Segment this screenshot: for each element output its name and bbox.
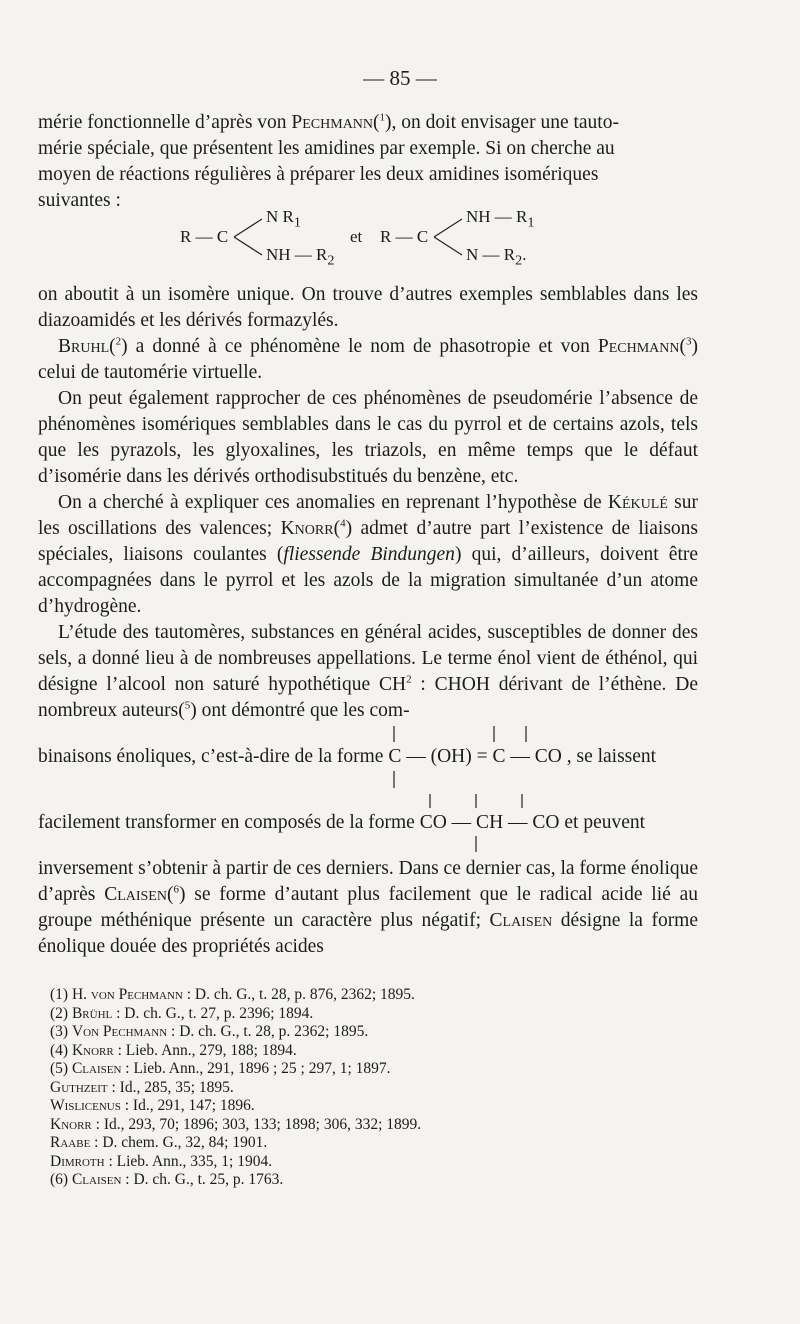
body-text bbox=[38, 282, 698, 724]
text-span: binaisons énoliques, c’est-à-dire de la forme bbox=[38, 746, 389, 767]
subscript: 1 bbox=[527, 214, 535, 231]
footnote-citation: : D. ch. G., t. 27, p. 2396; 1894. bbox=[112, 1004, 314, 1022]
text-span: se forme d’autant plus facilement que le radical acide lié au groupe méthénique présente un caractère plus négatif; bbox=[38, 884, 698, 931]
footnote-ref: 3 bbox=[686, 335, 692, 348]
footnote bbox=[50, 1060, 710, 1079]
text-span: et peuvent bbox=[564, 812, 646, 833]
text-span: . bbox=[522, 245, 527, 264]
paragraph-6: L’étude des tautomères, substances en général acides, susceptibles de donner des sels, a donné lieu à de nombreuses appellations. Le terme énol vient de éthénol, qui désigne l’alcool non saturé hypothétique $CH^2$ : CHOH dérivant de l’éthène. De nombreux auteurs($^5$) ont démontré que les com- bbox=[38, 622, 698, 721]
text-span: désigne la forme énolique douée des propriétés acides bbox=[38, 910, 699, 957]
footnote-author: Knorr bbox=[71, 1041, 114, 1059]
text-span: L’étude des tautomères, substances en général acides, susceptibles de donner des sels, a donné lieu à de nombreuses appellations. Le terme énol vient de éthénol, qui désigne l’alcool non saturé hypothétique CH bbox=[38, 622, 698, 695]
formula-left-bottom bbox=[266, 245, 334, 269]
footnote-ref: 2 bbox=[115, 335, 122, 348]
footnote-author: Von Pechmann bbox=[71, 1023, 168, 1040]
footnote bbox=[50, 986, 710, 1005]
text-span: admet d’autre part l’existence de liaisons spéciales, liaisons coulantes ( bbox=[38, 518, 699, 565]
paragraph-2: on aboutit à un isomère unique. On trouve d’autres exemples semblables dans les diazoamidés et les dérivés formazylés. bbox=[38, 284, 698, 331]
paragraph-7-text: inversement s’obtenir à partir de ces derniers. Dans ce dernier cas, la forme énolique d’après Claisen($^6$) se forme d’autant plus facilement que le radical acide lié au groupe méthénique présente un caractère plus négatif; Claisen désigne la forme énolique douée des propriétés acides bbox=[38, 858, 699, 957]
footnote-number: (3) bbox=[50, 1023, 69, 1040]
formula-right-bottom bbox=[466, 245, 526, 269]
footnote-number: (6) bbox=[50, 1171, 69, 1188]
footnote-citation: : Id., 291, 147; 1896. bbox=[120, 1097, 255, 1114]
text-span: a donné à ce phénomène le nom de phasotropie et von bbox=[127, 336, 598, 357]
footnote bbox=[50, 1116, 710, 1135]
footnote-author: H. von Pechmann bbox=[71, 986, 183, 1003]
footnote-citation: : D. ch. G., t. 25, p. 1763. bbox=[121, 1171, 284, 1188]
footnote-author: Guthzeit bbox=[50, 1078, 108, 1096]
text-span: sur les oscillations des valences; bbox=[38, 492, 698, 539]
formula-left-core: R — C bbox=[180, 227, 229, 246]
footnote bbox=[50, 1023, 710, 1042]
text-span: , se laissent bbox=[566, 746, 657, 767]
valence-bonds bbox=[388, 724, 568, 798]
footnote-author: Dimroth bbox=[50, 1152, 105, 1170]
text-span: On a cherché à expliquer ces anomalies en reprenant l’hypothèse de bbox=[58, 492, 608, 513]
bond-lines-left bbox=[232, 213, 266, 261]
footnote-number: (5) bbox=[50, 1060, 69, 1077]
text-line: suivantes : bbox=[38, 190, 121, 211]
text-span: ont démontré que les com- bbox=[196, 700, 410, 721]
footnote bbox=[50, 1097, 710, 1116]
footnote-citation: : Id., 285, 35; 1895. bbox=[107, 1078, 234, 1096]
footnote bbox=[50, 1042, 710, 1061]
author-name: Knorr bbox=[280, 518, 334, 539]
footnote-ref: 1 bbox=[379, 111, 386, 124]
formula-right-top bbox=[466, 207, 534, 231]
superscript: 2 bbox=[406, 673, 412, 686]
paragraph-3: Bruhl($^2$) a donné à ce phénomène le nom de phasotropie et von Pechmann($^3$) celui de tautomérie virtuelle. bbox=[38, 335, 698, 383]
text-span: facilement transformer en composés de la forme bbox=[38, 812, 420, 833]
footnote-citation: : D. ch. G., t. 28, p. 876, 2362; 1895. bbox=[182, 986, 415, 1003]
text-span: , on doit envisager une tauto- bbox=[391, 112, 619, 133]
footnote-citation: : Lieb. Ann., 291, 1896 ; 25 ; 297, 1; 1897. bbox=[121, 1060, 391, 1077]
footnote-author: Knorr bbox=[50, 1115, 92, 1133]
valence-bonds bbox=[420, 792, 560, 856]
footnote-number: (4) bbox=[50, 1041, 69, 1059]
footnote-author: Raabe bbox=[50, 1134, 91, 1151]
text-span: celui de tautomérie virtuelle. bbox=[38, 362, 263, 383]
footnote-citation: : Id., 293, 70; 1896; 303, 133; 1898; 306, 332; 1899. bbox=[91, 1115, 422, 1133]
italic-term: fliessende Bindungen bbox=[283, 544, 455, 565]
text-span: NH — R bbox=[266, 245, 328, 264]
enol-formula bbox=[388, 746, 566, 767]
footnote-author: Wislicenus bbox=[50, 1097, 121, 1114]
paragraph-4: On peut également rapprocher de ces phénomènes de pseudomérie l’absence de phénomènes isomériques semblables dans le cas du pyrrol et de certains azols, tels que les pyrazols, les glyoxalines, les triazols, en même temps que le défaut d’isomérie dans les dérivés orthodisubstitués du benzène, etc. bbox=[38, 388, 698, 487]
footnote-number: (2) bbox=[50, 1004, 69, 1022]
text-span: inversement s’obtenir à partir de ces derniers. Dans ce dernier cas, la forme énolique d’après bbox=[38, 858, 699, 905]
footnote-ref: 5 bbox=[184, 699, 191, 712]
author-name: Pechmann bbox=[597, 336, 680, 357]
text-span: mérie fonctionnelle d’après von bbox=[38, 112, 292, 133]
footnote bbox=[50, 1171, 710, 1190]
paragraph-7 bbox=[38, 856, 698, 960]
footnote-number: (1) bbox=[50, 986, 69, 1003]
footnote-citation: : Lieb. Ann., 335, 1; 1904. bbox=[104, 1152, 273, 1170]
text-line: mérie spéciale, que présentent les amidines par exemple. Si on cherche au bbox=[38, 138, 615, 159]
footnote-citation: : Lieb. Ann., 279, 188; 1894. bbox=[113, 1041, 297, 1059]
keto-line bbox=[38, 812, 645, 834]
footnote-ref: 4 bbox=[340, 517, 346, 530]
footnote-citation: : D. chem. G., 32, 84; 1901. bbox=[90, 1134, 268, 1151]
footnote-author: Claisen bbox=[71, 1171, 122, 1188]
text-line: mérie fonctionnelle d’après von Pechmann($^1$), on doit envisager une tauto- bbox=[38, 111, 619, 133]
author-name: Bruhl bbox=[58, 336, 110, 357]
bond-lines-right bbox=[432, 213, 466, 261]
text-line: moyen de réactions régulières à préparer les deux amidines isomériques bbox=[38, 164, 599, 185]
footnote-ref: 6 bbox=[173, 883, 179, 896]
subscript: 1 bbox=[293, 214, 301, 231]
footnote bbox=[50, 1134, 710, 1153]
author-name: Pechmann bbox=[291, 112, 374, 133]
formula-conjunction: et bbox=[350, 227, 363, 246]
formula-text: CO — CH — CO bbox=[419, 812, 560, 833]
subscript: 2 bbox=[327, 252, 335, 269]
footnote bbox=[50, 1005, 710, 1024]
keto-formula bbox=[420, 812, 565, 833]
author-name: Claisen bbox=[489, 910, 553, 931]
amidine-formulas bbox=[180, 205, 660, 271]
paragraph-1 bbox=[38, 110, 698, 214]
footnotes bbox=[50, 986, 710, 1190]
formula-left-top bbox=[266, 207, 301, 231]
text-span: NH — R bbox=[466, 207, 528, 226]
text-span: ) qui, d’ailleurs, doivent être accompagnées dans le pyrrol et les azols de la migration simultanée d’un atome d’hydrogène. bbox=[38, 544, 699, 617]
footnote-citation: : D. ch. G., t. 28, p. 2362; 1895. bbox=[167, 1023, 369, 1040]
footnote-author: Claisen bbox=[71, 1060, 122, 1077]
author-name: Claisen bbox=[104, 884, 167, 905]
footnote-author: Brühl bbox=[71, 1004, 113, 1022]
page-number: — 85 — bbox=[363, 66, 437, 90]
footnote bbox=[50, 1079, 710, 1098]
enol-line bbox=[38, 746, 656, 768]
formula-right-core: R — C bbox=[380, 227, 429, 246]
text-span: N — R bbox=[466, 245, 516, 264]
text-span: : CHOH dérivant de l’éthène. De nombreux auteurs bbox=[38, 674, 698, 721]
formula-text: C — (OH) = C — CO bbox=[388, 746, 562, 767]
author-name: Kékulé bbox=[607, 492, 668, 513]
subscript: 2 bbox=[515, 252, 523, 269]
text-span: N R bbox=[266, 207, 294, 226]
paragraph-5: On a cherché à expliquer ces anomalies en reprenant l’hypothèse de Kékulé sur les oscillations des valences; Knorr($^4$) admet d’autre part l’existence de liaisons spéciales, liaisons coulantes (fliessende Bindungen) qui, d’ailleurs, doivent être accompagnées dans le pyrrol et les azols de la migration simultanée d’un atome d’hydrogène. bbox=[38, 492, 699, 617]
footnote bbox=[50, 1153, 710, 1172]
